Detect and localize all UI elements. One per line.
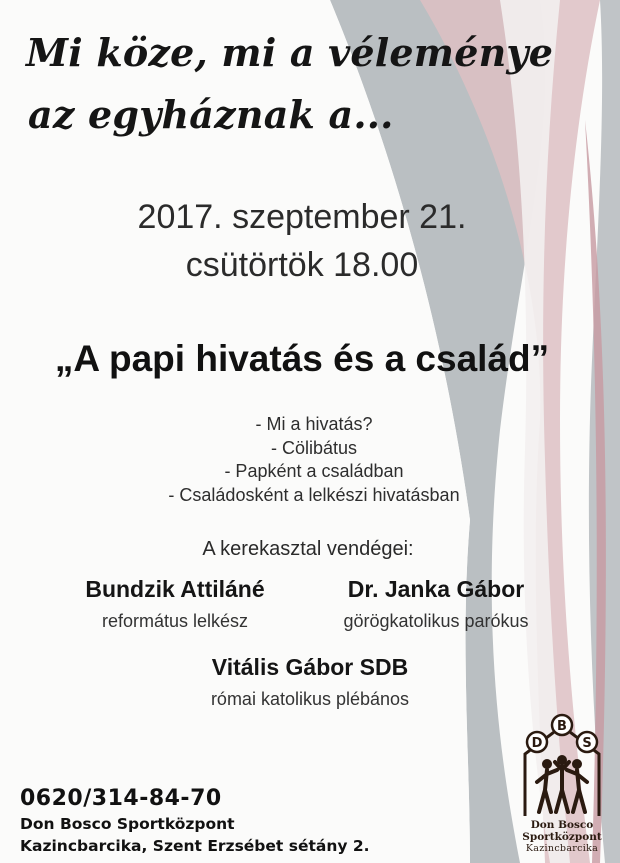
title-line-2: az egyháznak a... [28, 92, 394, 137]
event-date: 2017. szeptember 21. [137, 198, 467, 236]
guest-name: Bundzik Attiláné [85, 576, 265, 602]
guest-card [316, 576, 556, 632]
topic-list-item: - Mi a hivatás? [255, 414, 373, 434]
guest-role: római katolikus plébános [210, 689, 410, 709]
event-day-time: csütörtök 18.00 [185, 246, 419, 284]
logo-text-line-2: Sportközpont [522, 831, 602, 843]
logo-figures [537, 755, 587, 812]
guest-name: Vitális Gábor SDB [211, 654, 409, 680]
topic-list-item: - Családosként a lelkészi hivatásban [168, 484, 460, 505]
don-bosco-logo [517, 712, 607, 862]
logo-letter-s: S [582, 736, 592, 751]
title-line-1: Mi köze, mi a véleménye [26, 30, 554, 75]
topic-list [4, 413, 620, 507]
logo-letter-b: B [557, 719, 567, 734]
logo-letter-d: D [531, 736, 543, 751]
logo-text-line-3: Kazincbarcika [525, 843, 599, 854]
guest-role: református lelkész [101, 611, 249, 631]
topic-list-item: - Papként a családban [224, 461, 404, 481]
contact-phone: 0620/314-84-70 [20, 786, 222, 811]
contact-organization: Don Bosco Sportközpont [20, 815, 235, 833]
logo-emblem-icon [517, 712, 607, 822]
guest-role: görögkatolikus parókus [343, 611, 529, 631]
topic-list-item: - Cölibátus [270, 437, 358, 458]
guest-name: Dr. Janka Gábor [347, 576, 525, 602]
guest-card [55, 576, 295, 632]
guests-heading: A kerekasztal vendégei: [202, 538, 414, 560]
event-topic: „A papi hivatás és a család” [54, 338, 550, 379]
logo-text-line-1: Don Bosco [530, 819, 594, 831]
contact-address: Kazincbarcika, Szent Erzsébet sétány 2. [20, 837, 370, 855]
guest-card [180, 654, 440, 710]
